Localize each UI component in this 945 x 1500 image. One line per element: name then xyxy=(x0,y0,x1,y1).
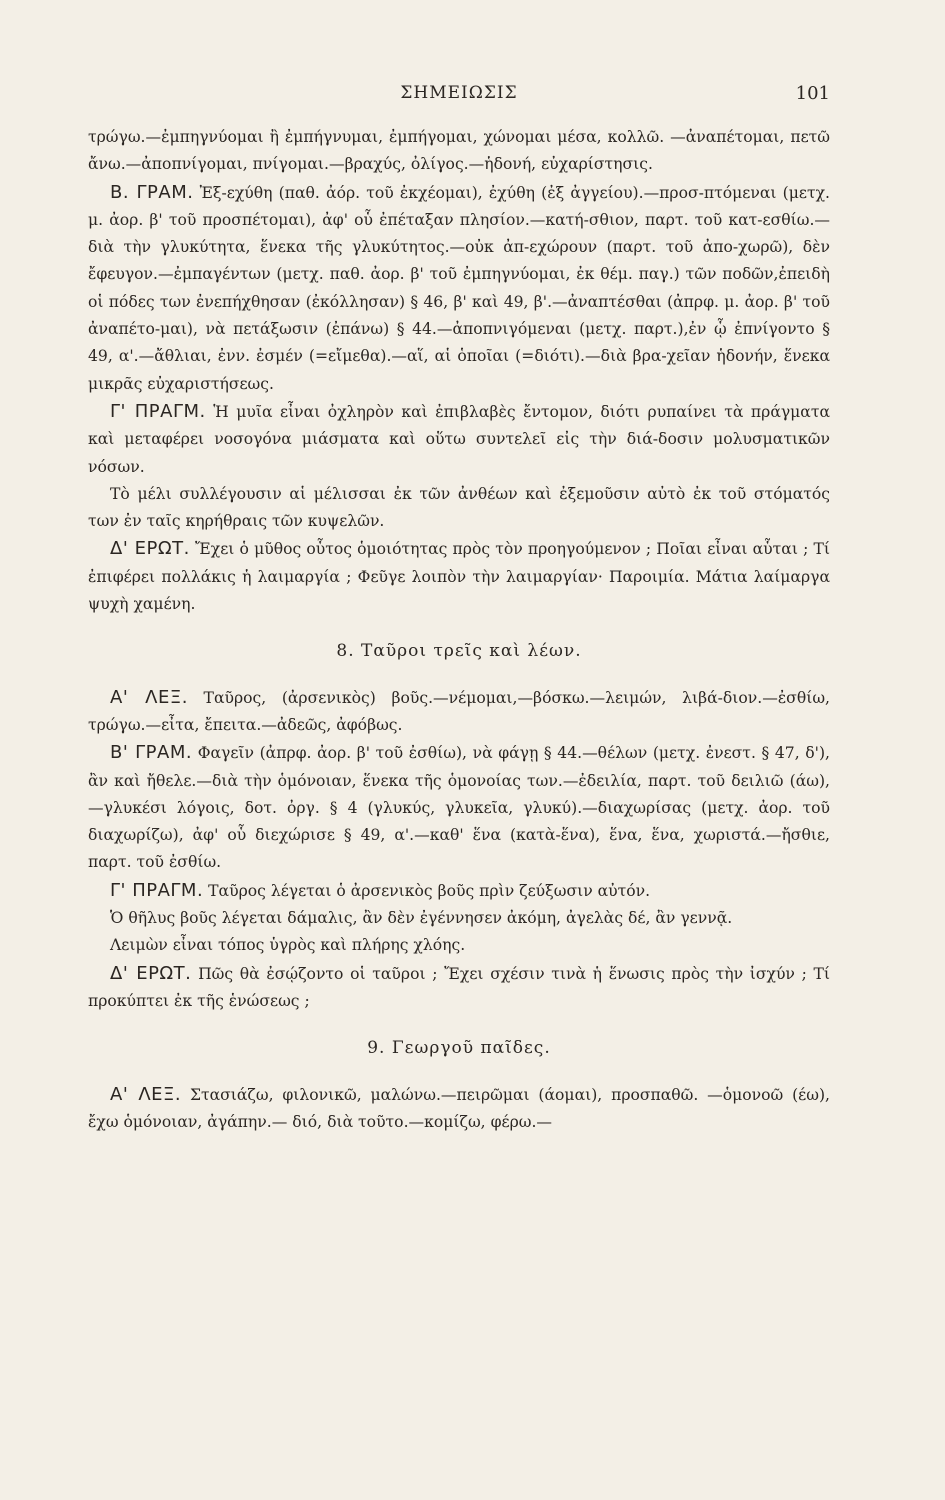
questions-text: Ἔχει ὁ μῦθος οὗτος ὁμοιότητας πρὸς τὸν προηγούμενον ; Ποῖαι εἶναι αὗται ; Τί ἐπιφέρει πολλάκις ἡ λαιμαργία ; Φεῦγε λοιπὸν τὴν λαιμαργίαν· Παροιμία. Μάτια λαίμαργα ψυχὴ χαμένη. xyxy=(88,540,830,614)
section-label: Α' ΛΕΞ. xyxy=(110,686,188,708)
page-body xyxy=(88,124,830,1136)
section-label: Α' ΛΕΞ. xyxy=(110,1083,182,1105)
lexicon-note xyxy=(88,1081,830,1137)
pragmatic-note xyxy=(88,877,830,905)
lexicon-text: Ταῦρος, (ἀρσενικὸς) βοῦς.—νέμομαι,—βόσκω.—λειμών, λιβά-διον.—ἐσθίω, τρώγω.—εἶτα, ἔπειτα.—ἀδεῶς, ἀφόβως. xyxy=(88,688,831,734)
page xyxy=(88,0,838,1500)
lexicon-note xyxy=(88,684,830,740)
section-label: Β. ΓΡΑΜ. xyxy=(110,181,194,203)
fable-title: 9. Γεωργοῦ παῖδες. xyxy=(367,1038,551,1059)
lexicon-text: Στασιάζω, φιλονικῶ, μαλώνω.—πειρῶμαι (άομαι), προσπαθῶ. —ὁμονοῶ (έω), ἔχω ὁμόνοιαν, ἀγάπην.— διό, διὰ τοῦτο.—κομίζω, φέρω.— xyxy=(88,1085,830,1131)
section-label: Γ' ΠΡΑΓΜ. xyxy=(110,879,204,901)
grammar-note xyxy=(88,179,830,398)
section-label: Β' ΓΡΑΜ. xyxy=(110,742,193,764)
section-label: Δ' ΕΡΩΤ. xyxy=(110,962,192,984)
grammar-note xyxy=(88,739,830,876)
pragmatic-note-2: Ὁ θῆλυς βοῦς λέγεται δάμαλις, ἂν δὲν ἐγέννησεν ἀκόμη, ἀγελὰς δέ, ἂν γεννᾷ. xyxy=(110,909,733,928)
pragmatic-note xyxy=(88,398,830,481)
questions-text: Πῶς θὰ ἐσῴζοντο οἱ ταῦροι ; Ἔχει σχέσιν τινὰ ἡ ἕνωσις πρὸς τὴν ἰσχύν ; Τί προκύπτει ἐκ τῆς ἑνώσεως ; xyxy=(88,964,830,1010)
section-label: Δ' ΕΡΩΤ. xyxy=(110,538,190,560)
questions-note xyxy=(88,535,830,618)
grammar-text: Φαγεῖν (ἀπρφ. ἀορ. β' τοῦ ἐσθίω), νὰ φάγῃ § 44.—θέλων (μετχ. ἐνεστ. § 47, δ'), ἂν καὶ ἤθελε.—διὰ τὴν ὁμόνοιαν, ἕνεκα τῆς ὁμονοίας των.—ἐδειλία, παρτ. τοῦ δειλιῶ (άω),—γλυκέσι λόγοις, δοτ. ὀργ. § 4 (γλυκύς, γλυκεῖα, γλυκύ).—διαχωρίσας (μετχ. ἀορ. τοῦ διαχωρίζω), ἀφ' οὗ διεχώρισε § 49, α'.—καθ' ἕνα (κατὰ-ἕνα), ἕνα, ἕνα, χωριστά.—ἤσθιε, παρτ. τοῦ ἐσθίω. xyxy=(88,744,830,872)
lexicon-continuation: τρώγω.—ἐμπηγνύομαι ἢ ἐμπήγνυμαι, ἐμπήγομαι, χώνομαι μέσα, κολλῶ. —ἀναπέτομαι, πετῶ ἄνω.—ἀποπνίγομαι, πνίγομαι.—βραχύς, ὀλίγος.—ἡδονή, εὐχαρίστησις. xyxy=(88,128,830,174)
page-number: 101 xyxy=(795,83,830,104)
section-label: Γ' ΠΡΑΓΜ. xyxy=(110,400,206,422)
pragmatic-note-3: Λειμὼν εἶναι τόπος ὑγρὸς καὶ πλήρης χλόης. xyxy=(110,936,466,955)
questions-note xyxy=(88,960,830,1016)
running-title: ΣΗΜΕΙΩΣΙΣ xyxy=(400,83,518,103)
pragmatic-note-2: Τὸ μέλι συλλέγουσιν αἱ μέλισσαι ἐκ τῶν ἀνθέων καὶ ἐξεμοῦσιν αὐτὸ ἐκ τοῦ στόματός των ἐν ταῖς κηρήθραις τῶν κυψελῶν. xyxy=(88,484,830,531)
pragmatic-text: Ἡ μυῖα εἶναι ὀχληρὸν καὶ ἐπιβλαβὲς ἔντομον, διότι ρυπαίνει τὰ πράγματα καὶ μεταφέρει νοσογόνα μιάσματα καὶ οὕτω συντελεῖ εἰς τὴν διά-δοσιν μολυσματικῶν νόσων. xyxy=(88,402,830,476)
pragmatic-text: Ταῦρος λέγεται ὁ ἀρσενικὸς βοῦς πρὶν ζεύξωσιν αὐτόν. xyxy=(208,881,651,900)
fable-title: 8. Ταῦροι τρεῖς καὶ λέων. xyxy=(336,641,582,662)
grammar-text: Ἐξ-εχύθη (παθ. ἀόρ. τοῦ ἐκχέομαι), ἐχύθη (ἐξ ἀγγείου).—προσ-πτόμεναι (μετχ. μ. ἀορ. β' τοῦ προσπέτομαι), ἀφ' οὗ ἐπέταξαν πλησίον.—κατή-σθιον, παρτ. τοῦ κατ-εσθίω.—διὰ τὴν γλυκύτητα, ἕνεκα τῆς γλυκύτητος.—οὐκ ἀπ-εχώρουν (παρτ. τοῦ ἀπο-χωρῶ), δὲν ἔφευγον.—ἐμπαγέντων (μετχ. παθ. ἀορ. β' τοῦ ἐμπηγνύομαι, ἐκ θέμ. παγ.) τῶν ποδῶν,ἐπειδὴ οἱ πόδες των ἐνεπήχθησαν (ἐκόλλησαν) § 46, β' καὶ 49, β'.—ἀναπτέσθαι (ἀπρφ. μ. ἀορ. β' τοῦ ἀναπέτο-μαι), νὰ πετάξωσιν (ἐπάνω) § 44.—ἀποπνιγόμεναι (μετχ. παρτ.),ἐν ᾧ ἐπνίγοντο § 49, α'.—ἄθλιαι, ἐνν. ἐσμέν (=εἴμεθα).—αἵ, αἱ ὁποῖαι (=διότι).—διὰ βρα-χεῖαν ἡδονήν, ἕνεκα μικρᾶς εὐχαριστήσεως. xyxy=(88,183,830,393)
page-header xyxy=(88,80,830,110)
